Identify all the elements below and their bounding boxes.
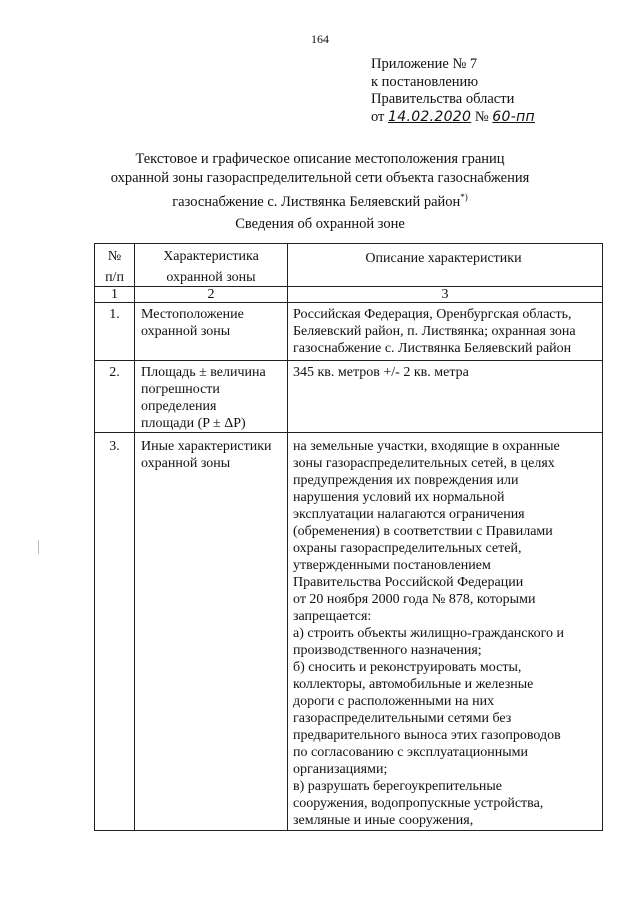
row-characteristic: Местоположение охранной зоны — [135, 303, 288, 361]
table-row — [95, 433, 603, 831]
protection-zone-table — [94, 243, 603, 831]
appendix-title: Приложение № 7 — [371, 56, 478, 72]
page-number: 164 — [311, 32, 329, 46]
header-description: Описание характеристики — [288, 244, 603, 287]
row-number: 3. — [95, 433, 135, 831]
column-number-row — [95, 287, 603, 303]
date-prefix: от — [371, 108, 385, 125]
appendix-resolution-line: к постановлению — [371, 73, 479, 90]
footnote-mark: *) — [460, 192, 468, 202]
section-heading: Сведения об охранной зоне — [235, 216, 405, 232]
number-prefix: № — [474, 108, 489, 125]
row-characteristic: Иные характеристики охранной зоны — [135, 433, 288, 831]
document-title — [80, 150, 560, 212]
column-number: 2 — [135, 287, 288, 303]
appendix-block — [371, 56, 535, 126]
title-line-3: газоснабжение с. Листвянка Беляевский район*) — [172, 192, 468, 210]
appendix-date-line — [371, 109, 535, 127]
column-number: 1 — [95, 287, 135, 303]
margin-mark — [38, 540, 39, 554]
table-row — [95, 361, 603, 433]
row-number: 1. — [95, 303, 135, 361]
table-row — [95, 303, 603, 361]
row-characteristic: Площадь ± величина погрешности определения площади (P ± ΔP) — [135, 361, 288, 433]
row-description: на земельные участки, входящие в охранные зоны газораспределительных сетей, в целях предупреждения их повреждения или нарушения условий их нормальной эксплуатации налагаются ограничения (обременения) в соответствии с Правилами охраны газораспределительных сетей, утвержденными постановлением Правительства Российской Федерации от 20 ноября 2000 года № 878, которыми запрещается: а) строить объекты жилищно-гражданского и производственного назначения; б) сносить и реконструировать мосты, коллекторы, автомобильные и железные дороги с расположенными на них газораспределительными сетями без предварительного выноса этих газопроводов по согласованию с эксплуатационными организациями; в) разрушать берегоукрепительные сооружения, водопропускные устройства, земляные и иные сооружения, — [288, 433, 603, 831]
row-description: 345 кв. метров +/- 2 кв. метра — [288, 361, 603, 433]
appendix-government-line: Правительства области — [371, 91, 515, 107]
header-characteristic: Характеристика охранной зоны — [135, 244, 288, 287]
row-number: 2. — [95, 361, 135, 433]
handwritten-number: 60-пп — [492, 108, 535, 125]
handwritten-date: 14.02.2020 — [388, 108, 472, 125]
row-description: Российская Федерация, Оренбургская область, Беляевский район, п. Листвянка; охранная зона газоснабжение с. Листвянка Беляевский район — [288, 303, 603, 361]
table-header-row — [95, 244, 603, 287]
title-line-2: охранной зоны газораспределительной сети объекта газоснабжения — [110, 170, 530, 186]
title-line-1: Текстовое и графическое описание местоположения границ — [135, 151, 505, 167]
column-number: 3 — [288, 287, 603, 303]
header-num: № п/п — [95, 244, 135, 287]
